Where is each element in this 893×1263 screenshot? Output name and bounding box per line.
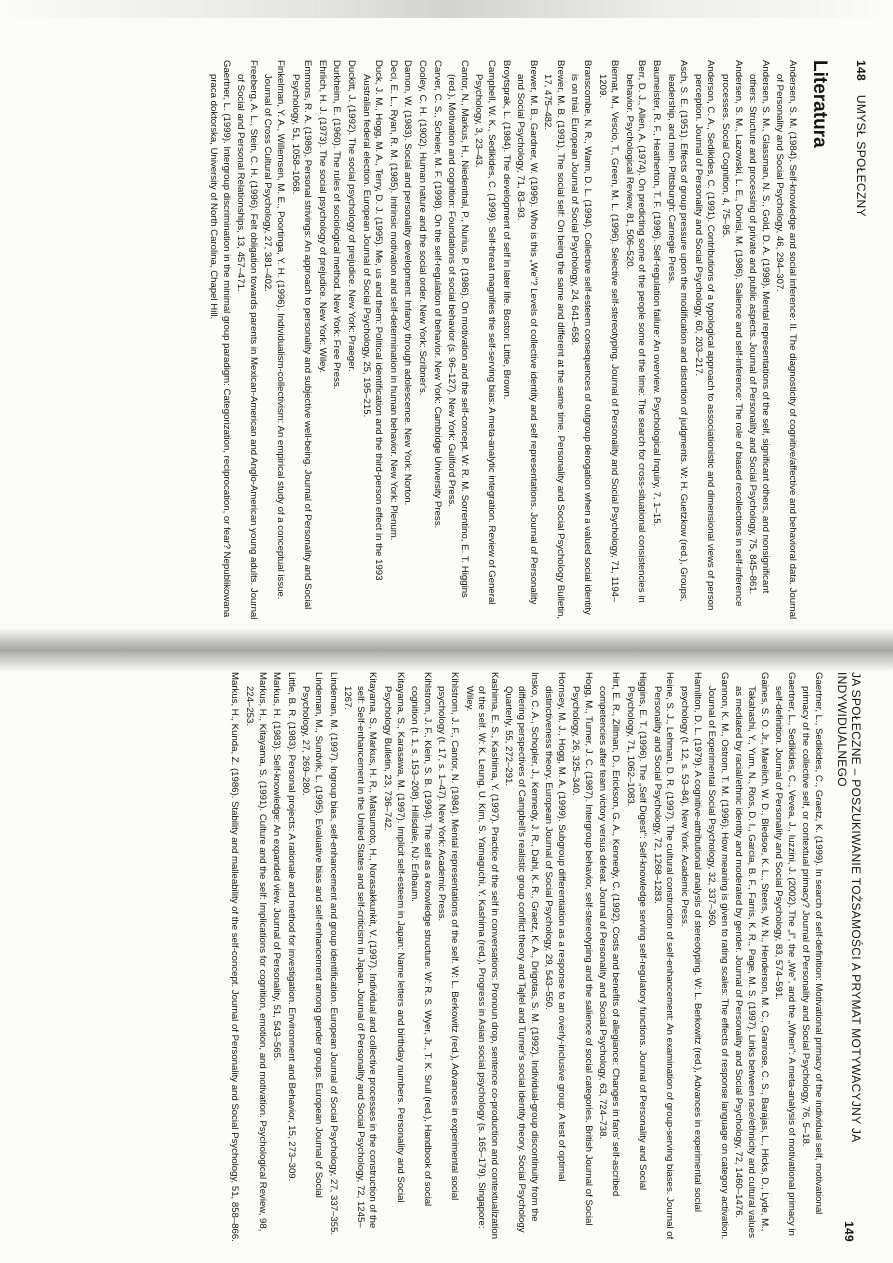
reference-entry: Cantor, N., Markus, H., Niedenthal, P., Nurius, P. (1986). On motivation and the self-concept. W: R. M. Sorrentino, E. T. Higgins (red.), Motivation and cognition: Foundations of social behavior (s. 96–127). New York: Guilford Press.: [446, 60, 470, 598]
right-page: [45, 672, 863, 1242]
reference-entry: Duckitt, J. (1992). The social psychology of prejudice. New York: Praeger.: [346, 60, 357, 372]
section-heading: Literatura: [809, 60, 830, 148]
reference-entry: Kitayama, S., Markus, H. R., Matsumoto, H., Norasakkunkit, V. (1997). Individual and collective processes in the construction of the self: Self-enhancement in the United States and self-criticism in Japan. Journal of Personality and Social Psychology, 72, 1245–1267.: [342, 672, 379, 1229]
reference-entry: Gaines, S. O. Jr., Marelich, W. D., Bledsoe, K. L., Steers, W. N., Henderson, M. C., Granrose, C. S., Barajas, L., Hicks, D., Lyde, M., Takahashi, Y., Yum, N., Rios, D. I., Garcia, B. F., Farris, K. R., Page, M. S. (1997). Links between race/ethnicity and cultural values as mediated by racial/ethnic identity and moderated by gender. Journal of Personality and Social Psychology, 72, 1460–1476.: [733, 672, 770, 1238]
reference-entry: Heine, S. J., Lehman, D. R. (1997). The cultural construction of self-enhancement: An examination of group-serving biases. Journal of Personality and Social Psychology, 72, 1268–1283.: [651, 672, 676, 1240]
left-page: [52, 60, 872, 620]
reference-entry: Gaertner, L. (1999). Intergroup discrimination in the minimal group paradigm: Categorization, reciprocation, or fear? Nepublikowana praca doktorska, University of North Carolina, Chapel Hill.: [208, 60, 232, 618]
reference-entry: Gannon, K. M., Ostrom, T. M. (1996). How meaning is given to rating scales: The effects of response language on category activation. Journal of Experimental Social Psychology, 32, 337–360.: [706, 672, 730, 1240]
reference-entry: Kashima, E. S., Kashima, Y. (1997). Practice of the self in conversations: Pronoun drop, sentence co-production and contextualization of the self. W: K. Leung, U. Kim, S. Yamaguchi, Y. Kashima (red.), Progress in Asian social psychology (s. 165–179). Singapore: Wiley.: [463, 672, 500, 1240]
reference-entry: Branscombe, N. R., Wann, D. L. (1994). Collective self-esteem consequences of outgroup derogation when a valued social identity is on trial. European Journal of Social Psychology, 24, 641–658.: [569, 60, 594, 615]
reference-list: [228, 672, 824, 1242]
reference-entry: Durkheim, E. (1960). The rules of sociological method. New York: Free Press.: [331, 60, 343, 390]
reference-entry: Kitayama, S., Karasawa, M. (1997). Implicit self-esteem in Japan: Name letters and birthday numbers. Personality and Social Psychology Bulletin, 23, 736–742.: [382, 672, 406, 1203]
reference-entry: Hornsey, M. J., Hogg, M. A. (1999). Subgroup differentiation as a response to an overly-inclusive group: A test of optimal distinctiveness theory. European Journal of Social Psychology, 29, 543–550.: [543, 672, 567, 1182]
reference-entry: Markus, H., Kitayama, S. (1991). Culture and the self: Implications for cognition, emotion, and motivation. Psychological Review, 98, 224–253.: [244, 672, 268, 1232]
reference-entry: Lindeman, M., Sundvik, L. (1995). Evaluative bias and self-enhancement among gender groups. European Journal of Social Psychology, 27, 269–280.: [300, 672, 325, 1198]
reference-entry: Biernat, M., Vescio, T., Green, M. L. (1996). Selective self-stereotyping. Journal of Personality and Social Psychology, 71, 1194–1209.: [596, 60, 621, 603]
left-page-header: [850, 60, 872, 620]
reference-entry: Insko, C. A., Schopler, J., Kennedy, J. R., Dahl, K. R., Graetz, K. A., Drigotas, S. M. (1992). Individual-group discontinuity from the differing perspectives of Campbell's realistic group conflict theory and Tajfel and Turner's social identity theory. Social Psychology Quarterly, 55, 272–291.: [503, 672, 540, 1233]
reference-entry: Cooley, C. H. (1902). Human nature and the social order. New York: Scribner's.: [416, 60, 428, 396]
running-head: UMYSŁ SPOŁECZNY: [854, 94, 868, 217]
running-head: JA SPOŁECZNE – POSZUKIWANIE TOŻSAMOŚCI A PRYMAT MOTYWACYJNY JA INDYWIDUALNEGO: [835, 672, 863, 1142]
reference-entry: Hogg, M., Turner, J. C. (1987). Intergroup behavior, self-stereotyping and the salience of social categories. British Journal of Social Psychology, 26, 325–340.: [570, 672, 594, 1226]
page-number: 148: [854, 60, 868, 81]
reference-entry: Finkelman, Y. A., Willemsen, M. E., Poortinga, Y. H. (1996). Individualism-collectivism: An empirical study of a conceptual issue. Journal of Cross Cultural Psychology, 27, 381–402.: [262, 60, 287, 600]
reference-entry: Hirt, E. R., Zillman, D., Erickson, G. A., Kennedy, C. (1992). Costs and benefits of allegiance: Changes in fans' self-ascribed competencies after team victory versus defeat. Journal of Personality and Social Psychology, 63, 724–738.: [597, 672, 622, 1197]
reference-entry: Freeberg, A. L., Stein, C. H. (1996). Felt obligation towards parents in Mexican-American and Anglo-American young adults. Journal of Social and Personal Relationships, 13, 457–471.: [235, 60, 259, 620]
book-gutter-shadow: [0, 628, 893, 672]
reference-entry: Markus, H., Kunda, Z. (1986). Stability and malleability of the self-concept. Journal of Personality and Social Psychology, 51, 858–866.: [229, 672, 241, 1242]
reference-entry: Carver, C. S., Scheier, M. F. (1998). On the self-regulation of behavior. New York: Cambridge University Press.: [431, 60, 443, 529]
reference-entry: Kihlstrom, J. F., Klein, S. B. (1994). The self as a knowledge structure. W: R. S. Wyer, Jr., T. K. Srull (red.), Handbook of social cognition (t. 1, s. 153–208). Hillsdale, NJ: Erlbaum.: [409, 672, 433, 1207]
scan-shadow-top: [0, 0, 893, 18]
reference-entry: Higgins, E. T. (1996). The „Self Digest": Self-knowledge serving self-regulatory functions. Journal of Personality and Social Psychology, 71, 1062–1083.: [624, 672, 649, 1191]
reference-entry: Little, B. R. (1983). Personal projects: A rationale and method for investigation. Environment and Behavior, 15, 273–309.: [285, 672, 297, 1182]
reference-entry: Andersen, S. M., Glassman, N. S., Gold, D. A. (1998). Mental representations of the self, significant others, and nonsignificant others: Structure and processing of private and public aspects. Journal of Personality and Social Psychology, 75, 845–861.: [747, 60, 771, 595]
reference-entry: Broytsprak, L. (1984). The development of self in later life. Boston: Little, Brown.: [500, 60, 512, 400]
reference-entry: Baumeister, R. F., Heatherton, T. F. (1996). Self-regulation failure: An overview. Psychological Inquiry, 7, 1–15.: [651, 60, 663, 527]
reference-entry: Markus, H. (1983). Self-knowledge: An expanded view. Journal of Personality, 51, 543–565.: [271, 672, 283, 1061]
page-number: 149: [842, 1221, 856, 1242]
reference-entry: Anderson, C. A., Sedikides, C. (1991). Contributions of a typological approach to associationistic and dimensional views of person perception. Journal of Personality and Social Psychology, 60, 203–217.: [692, 60, 717, 611]
reference-entry: Gaertner, L., Sedikides, C., Vevea, J., Iuzzini, J. (2002). The „I", the „We", and the „When": A meta-analysis of motivational primacy in self-definition. Journal of Personality and Social Psychology, 83, 574–591.: [773, 672, 797, 1236]
reference-entry: Asch, S. E. (1951). Effects of group pressure upon the modification and distortion of judgments. W: H. Guetzkow (red.), Groups, leadership, and men. Pittsburgh: Carnegie Press.: [665, 60, 690, 602]
reference-entry: Gaertner, L., Sedikides, C., Graetz, K. (1999). In search of self-definition: Motivational primacy of the individual self, motivational primacy of the collective self, or contextual primacy? Journal of Personality and Social Psychology, 76, 5–18.: [800, 672, 824, 1215]
reference-entry: Hamilton, D. L. (1979). A cognitive-attributional analysis of stereotyping. W: L. Berkowitz (red.), Advances in experimental social psychology (t. 12, s. 53–84). New York: Academic Press.: [679, 672, 703, 1212]
reference-entry: Ehrlich, H. J. (1973). The social psychology of prejudice. New York: Wiley.: [316, 60, 328, 374]
reference-entry: Brewer, M. B., Gardner, W. (1996). Who is this „We"? Levels of collective identity and self representations. Journal of Personality and Social Psychology, 71, 83–93.: [515, 60, 539, 605]
reference-list: [206, 60, 798, 620]
reference-entry: Deci, E. L., Ryan, R. M. (1985). Intrinsic motivation and self-determination in human behavior. New York: Plenum.: [387, 60, 399, 541]
reference-entry: Damon, W. (1983). Social and personality development: Infancy through adolescence. New York: Norton.: [402, 60, 414, 506]
reference-entry: Kihlstrom, J. F., Cantor, N. (1984). Mental representations of the self. W: L. Berkowitz (red.), Advances in experimental social psychology (t. 17, s. 1–47). New York: Academic Press.: [436, 672, 460, 1201]
reference-entry: Berr, D. J., Allen, A. (1974). On predicting some of the people some of the time: The search for cross-situational consistencies in behavior. Psychological Review, 81, 506–520.: [623, 60, 648, 603]
reference-entry: Andersen, S. M. (1984). Self-knowledge and social inference: II. The diagnosticity of cognitive/affective and behavioral data. Journal of Personality and Social Psychology, 46, 294–307.: [774, 60, 798, 620]
right-page-header: [835, 672, 863, 1242]
reference-entry: Duck, J. M., Hogg, M. A., Terry, D. J. (1995). Me, us and them: Political identification and the third-person effect in the 1993 Australian federal election. European Journal of Social Psychology, 25, 195–215.: [360, 60, 385, 581]
reference-entry: Lindeman, M. (1997). Ingroup bias, self-enhancement and group identification. European Journal of Social Psychology, 27, 337–355.: [327, 672, 339, 1236]
reference-entry: Andersen, S. M., Lazowski, L. E., Donisi, M. (1986). Salience and self-inference: The role of biased recollections in self-inference processes. Social Cognition, 4, 75–95.: [720, 60, 744, 607]
reference-entry: Campbell, W. K., Sedikides, C. (1999). Self-threat magnifies the self-serving bias: A meta-analytic integration. Review of General Psychology, 3, 23–43.: [473, 60, 497, 605]
reference-entry: Brewer, M. B. (1991). The social self: On being the same and different at the same time. Personality and Social Psychology Bulletin, 17, 475–482.: [542, 60, 566, 620]
reference-entry: Emmons, R. A. (1986). Personal strivings: An approach to personality and subjective well-being. Journal of Personality and Social Psychology, 51, 1058–1068.: [289, 60, 314, 610]
